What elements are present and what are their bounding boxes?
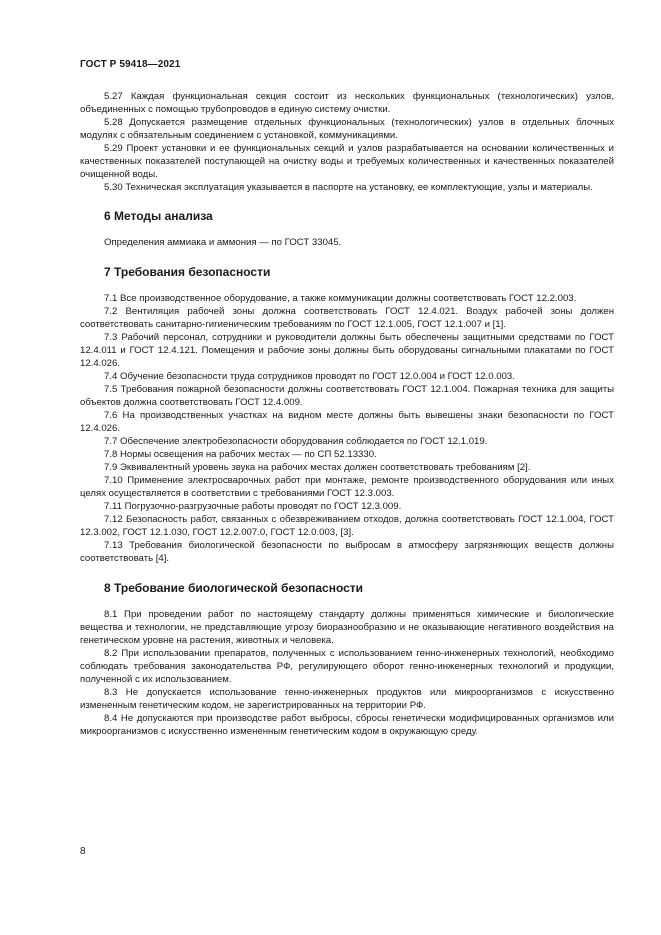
paragraph-8-1: 8.1 При проведении работ по настоящему стандарту должны применяться химические и биологические вещества и технологии, не представляющие угрозу биоразнообразию и не оказывающие негативного воздействия на генетическом уровне на растения, животных и человека. xyxy=(80,609,614,646)
paragraph-7-4: 7.4 Обучение безопасности труда сотрудников проводят по ГОСТ 12.0.004 и ГОСТ 12.0.003. xyxy=(104,371,515,382)
paragraph-7-7: 7.7 Обеспечение электробезопасности оборудования соблюдается по ГОСТ 12.1.019. xyxy=(104,436,488,447)
paragraph-8-4: 8.4 Не допускаются при производстве работ выбросы, сбросы генетически модифицированных организмов или микроорганизмов с искусственно измененным генетическим кодом в окружающую среду. xyxy=(80,713,614,737)
paragraph-8-3: 8.3 Не допускается использование генно-инженерных продуктов или микроорганизмов с искусственно измененным генетическим кодом, не зарегистрированных на территории РФ. xyxy=(80,687,614,711)
paragraph-7-6: 7.6 На производственных участках на видном месте должны быть вывешены знаки безопасности по ГОСТ 12.4.026. xyxy=(80,410,614,434)
paragraph-7-11: 7.11 Погрузочно-разгрузочные работы проводят по ГОСТ 12.3.009. xyxy=(104,501,402,512)
page-content xyxy=(80,90,614,738)
section-7-heading: 7 Требования безопасности xyxy=(104,265,271,279)
paragraph-7-2: 7.2 Вентиляция рабочей зоны должна соответствовать ГОСТ 12.4.021. Воздух рабочей зоны должен соответствовать санитарно-гигиеническим требованиям по ГОСТ 12.1.005, ГОСТ 12.1.007 и [1]. xyxy=(80,306,614,330)
section-6-heading: 6 Методы анализа xyxy=(104,209,213,223)
paragraph-5-30: 5.30 Техническая эксплуатация указывается в паспорте на установку, ее комплектующие, узлы и материалы. xyxy=(104,182,593,193)
intro-block xyxy=(80,90,614,194)
paragraph-5-29: 5.29 Проект установки и ее функциональных секций и узлов разрабатывается на основании количественных и качественных показателей поступающей на очистку воды и требуемых количественных и качественных показателей очищенной воды. xyxy=(80,143,614,180)
paragraph-7-9: 7.9 Эквивалентный уровень звука на рабочих местах должен соответствовать требованиям [2]. xyxy=(104,462,531,473)
paragraph-6-0: Определения аммиака и аммония — по ГОСТ 33045. xyxy=(104,237,342,248)
paragraph-7-10: 7.10 Применение электросварочных работ при монтаже, ремонте производственного оборудования или иных целях осуществляется в соответствии с требованиями ГОСТ 12.3.003. xyxy=(80,475,614,499)
paragraph-7-13: 7.13 Требования биологической безопасности по выбросам в атмосферу загрязняющих веществ должны соответствовать [4]. xyxy=(80,540,614,564)
paragraph-5-27: 5.27 Каждая функциональная секция состоит из нескольких функциональных (технологических) узлов, объединенных с помощью трубопроводов в единую систему очистки. xyxy=(80,91,614,115)
section-8-body xyxy=(80,608,614,738)
paragraph-7-1: 7.1 Все производственное оборудование, а также коммуникации должны соответствовать ГОСТ 12.2.003. xyxy=(104,293,577,304)
page-number: 8 xyxy=(80,846,86,857)
paragraph-5-28: 5.28 Допускается размещение отдельных функциональных (технологических) узлов в отдельных блочных модулях с обязательным соединением с установкой, коммуникациями. xyxy=(80,117,614,141)
paragraph-7-3: 7.3 Рабочий персонал, сотрудники и руководители должны быть обеспечены защитными средствами по ГОСТ 12.4.011 и ГОСТ 12.4.121. Помещения и рабочие зоны должны быть оборудованы сигнальными плакатами по ГОСТ 12.4.026. xyxy=(80,332,614,369)
section-7-body xyxy=(80,292,614,565)
paragraph-7-12: 7.12 Безопасность работ, связанных с обезвреживанием отходов, должна соответствовать ГОСТ 12.1.004, ГОСТ 12.3.002, ГОСТ 12.1.030, ГОСТ 12.2.007.0, ГОСТ 12.0.003, [3]. xyxy=(80,514,614,538)
document-code-header: ГОСТ Р 59418—2021 xyxy=(80,59,181,70)
section-8-heading: 8 Требование биологической безопасности xyxy=(104,581,364,595)
paragraph-8-2: 8.2 При использовании препаратов, полученных с использованием генно-инженерных технологий, необходимо соблюдать требования законодательства РФ, регулирующего оборот генно-инженерных технологий и продукции, полученной с их использованием. xyxy=(80,648,614,685)
paragraph-7-5: 7.5 Требования пожарной безопасности должны соответствовать ГОСТ 12.1.004. Пожарная техника для защиты объектов должна соответствовать ГОСТ 12.4.009. xyxy=(80,384,614,408)
paragraph-7-8: 7.8 Нормы освещения на рабочих местах — по СП 52.13330. xyxy=(104,449,377,460)
section-6-body xyxy=(80,236,614,249)
